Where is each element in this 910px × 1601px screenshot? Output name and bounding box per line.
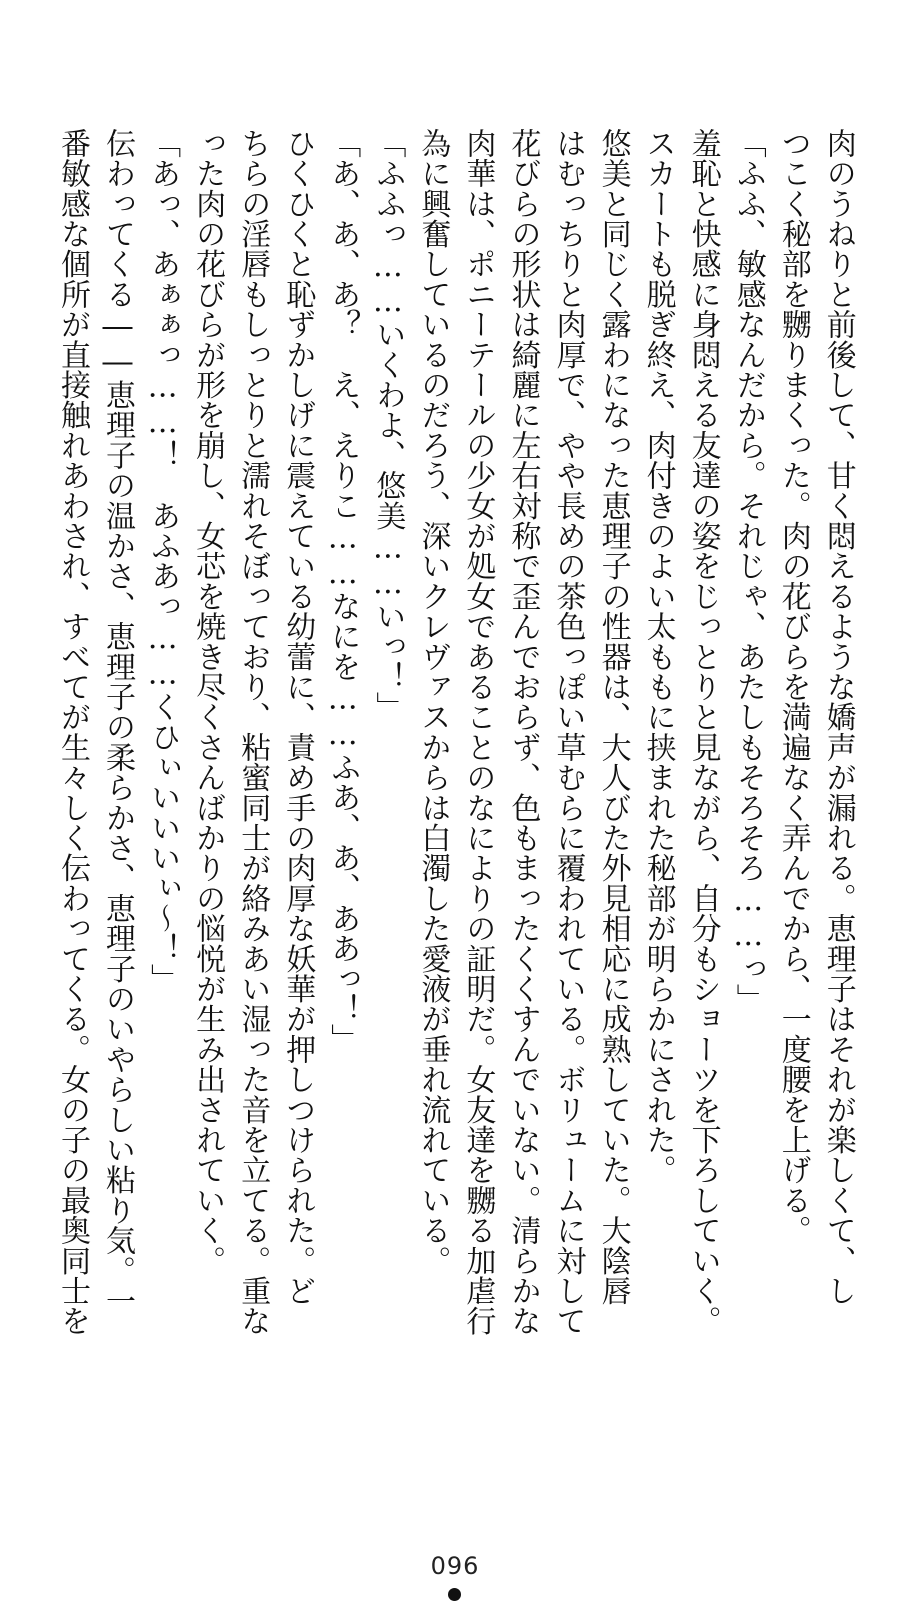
text-column: つこく秘部を嬲りまくった。肉の花びらを満遍なく弄んでから、一度腰を上げる。 (775, 128, 811, 1246)
text-column: ちらの淫唇もしっとりと濡れそぼっており、粘蜜同士が絡みあい湿った音を立てる。重な (235, 128, 271, 1336)
text-column: 肉華は、ポニーテールの少女が処女であることのなによりの証明だ。女友達を嬲る加虐行 (460, 128, 496, 1336)
text-column: 「あっ、あぁぁっ……！ あふあっ……くひぃいいいぃ～！」 (145, 128, 181, 994)
text-column: 「あ、あ、あ？ え、えりこ……なにを……ふあ、あ、ああっ！」 (325, 128, 361, 1054)
text-column: 番敏感な個所が直接触れあわされ、すべてが生々しく伝わってくる。女の子の最奥同士を (55, 128, 90, 1336)
body-text (52, 128, 858, 1368)
text-column: 「ふふっ……いくわよ、悠美……いっ！」 (370, 128, 406, 722)
text-column: 為に興奮しているのだろう、深いクレヴァスからは白濁した愛液が垂れ流れている。 (415, 128, 451, 1276)
text-column: 肉のうねりと前後して、甘く悶えるような嬌声が漏れる。恵理子はそれが楽しくて、し (820, 128, 856, 1306)
text-column: 「ふふ、敏感なんだから。それじゃ、あたしもそろそろ……っ」 (730, 128, 766, 1014)
text-column: 悠美と同じく露わになった恵理子の性器は、大人びた外見相応に成熟していた。大陰唇 (595, 128, 631, 1306)
text-column: った肉の花びらが形を崩し、女芯を焼き尽くさんばかりの悩悦が生み出されていく。 (190, 128, 226, 1276)
text-column: 羞恥と快感に身悶える友達の姿をじっとりと見ながら、自分もショーツを下ろしていく。 (685, 128, 721, 1336)
page-number: 096 (430, 1552, 480, 1580)
text-column: ひくひくと恥ずかしげに震えている幼蕾に、責め手の肉厚な妖華が押しつけられた。ど (280, 128, 316, 1306)
text-column: スカートも脱ぎ終え、肉付きのよい太ももに挟まれた秘部が明らかにされた。 (640, 128, 676, 1185)
text-column: はむっちりと肉厚で、やや長めの茶色っぽい草むらに覆われている。ボリュームに対して (550, 128, 586, 1336)
page-marker-dot (448, 1588, 461, 1601)
text-column: 花びらの形状は綺麗に左右対称で歪んでおらず、色もまったくくすんでいない。清らかな (505, 128, 541, 1336)
text-column: 伝わってくる――恵理子の温かさ、恵理子の柔らかさ、恵理子のいやらしい粘り気。一 (100, 128, 136, 1316)
